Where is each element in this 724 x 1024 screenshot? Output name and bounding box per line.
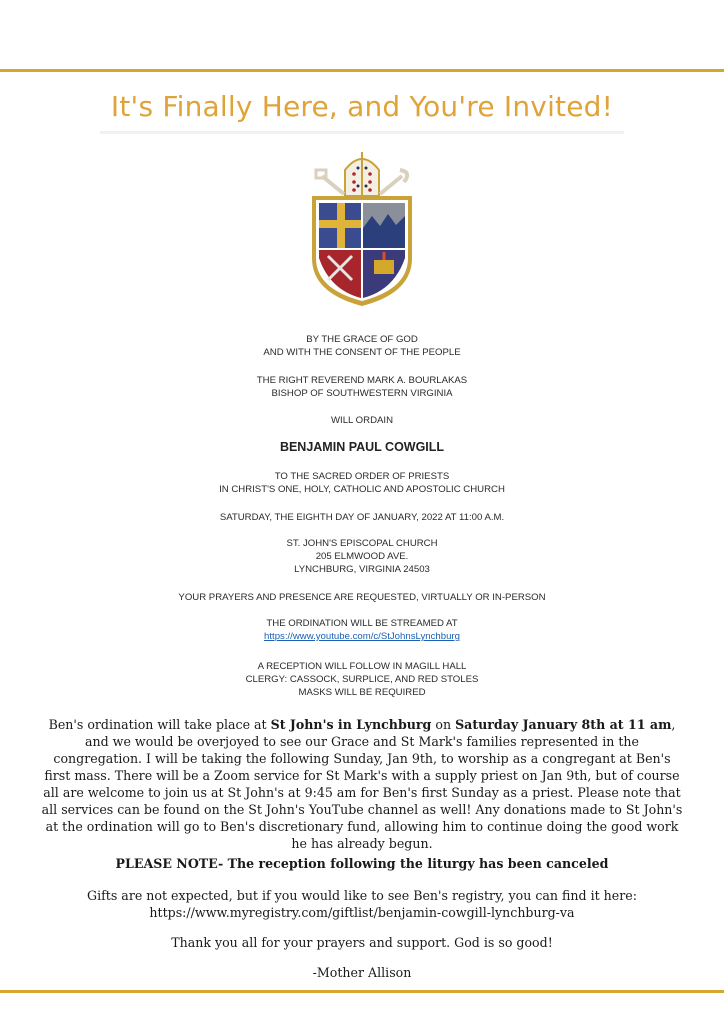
invitation-date [0, 511, 724, 524]
invitation-line: MASKS WILL BE REQUIRED [298, 687, 426, 698]
invitation-line: THE ORDINATION WILL BE STREAMED AT [266, 618, 458, 629]
invitation-line: CLERGY: CASSOCK, SURPLICE, AND RED STOLES [245, 674, 479, 685]
ordinand-name: BENJAMIN PAUL COWGILL [279, 440, 445, 454]
thanks-line: Thank you all for your prayers and support. God is so good! [171, 935, 553, 950]
invitation-line: TO THE SACRED ORDER OF PRIESTS [274, 471, 450, 482]
invitation-line: AND WITH THE CONSENT OF THE PEOPLE [263, 347, 461, 358]
invitation-ordain [0, 414, 724, 427]
invitation-grace [0, 333, 724, 359]
invitation-line: YOUR PRAYERS AND PRESENCE ARE REQUESTED, VIRTUALLY OR IN-PERSON [178, 592, 546, 603]
gifts-text: Gifts are not expected, but if you would like to see Ben's registry, you can find it here: [87, 888, 637, 903]
top-divider [0, 69, 724, 72]
invitation-line: SATURDAY, THE EIGHTH DAY OF JANUARY, 2022 AT 11:00 A.M. [219, 512, 505, 523]
invitation-reception [0, 660, 724, 699]
bottom-divider [0, 990, 724, 993]
invitation-line: IN CHRIST'S ONE, HOLY, CATHOLIC AND APOSTOLIC CHURCH [219, 484, 505, 495]
invitation-line: A RECEPTION WILL FOLLOW IN MAGILL HALL [257, 661, 467, 672]
invitation-line: THE RIGHT REVEREND MARK A. BOURLAKAS [256, 375, 468, 386]
date-emphasis: Saturday January 8th at 11 am [455, 717, 672, 732]
invitation-line: LYNCHBURG, VIRGINIA 24503 [294, 564, 430, 575]
invitation-line: WILL ORDAIN [330, 415, 393, 426]
invitation-line: BISHOP OF SOUTHWESTERN VIRGINIA [271, 388, 453, 399]
gifts-paragraph [40, 887, 684, 921]
page-title: It's Finally Here, and You're Invited! [110, 90, 614, 123]
signature: -Mother Allison [312, 965, 412, 980]
invitation-address [0, 537, 724, 576]
invitation-line: ST. JOHN'S EPISCOPAL CHURCH [286, 538, 438, 549]
location-emphasis: St John's in Lynchburg [270, 717, 432, 732]
invitation-stream [0, 617, 724, 643]
invitation-bishop [0, 374, 724, 400]
cancel-notice: PLEASE NOTE- The reception following the liturgy has been canceled [115, 856, 609, 871]
registry-url: https://www.myregistry.com/giftlist/benjamin-cowgill-lynchburg-va [149, 905, 575, 920]
diocesan-crest-icon [300, 148, 424, 308]
invitation-prayers [0, 591, 724, 604]
invitation-order [0, 470, 724, 496]
title-underline [100, 131, 624, 134]
message-paragraph: Ben's ordination will take place at St John's in Lynchburg on Saturday January 8th at 11 am, and we would be overjoyed to see our Grace and St Mark's families represented in the congregation. I will be taking the following Sunday, Jan 9th, to worship as a congregant at Ben's first mass. There will be a Zoom service for St Mark's with a supply priest on Jan 9th, but of course all are welcome to join us at St John's at 9:45 am for Ben's first Sunday as a priest. Please note that all services can be found on the St John's YouTube channel as well! Any donations made to St John's at the ordination will go to Ben's discretionary fund, allowing him to continue doing the good work he has already begun. [41, 717, 683, 851]
invitation-line: 205 ELMWOOD AVE. [315, 551, 409, 562]
stream-link[interactable]: https://www.youtube.com/c/StJohnsLynchburg [264, 631, 460, 642]
invitation-line: BY THE GRACE OF GOD [306, 334, 418, 345]
